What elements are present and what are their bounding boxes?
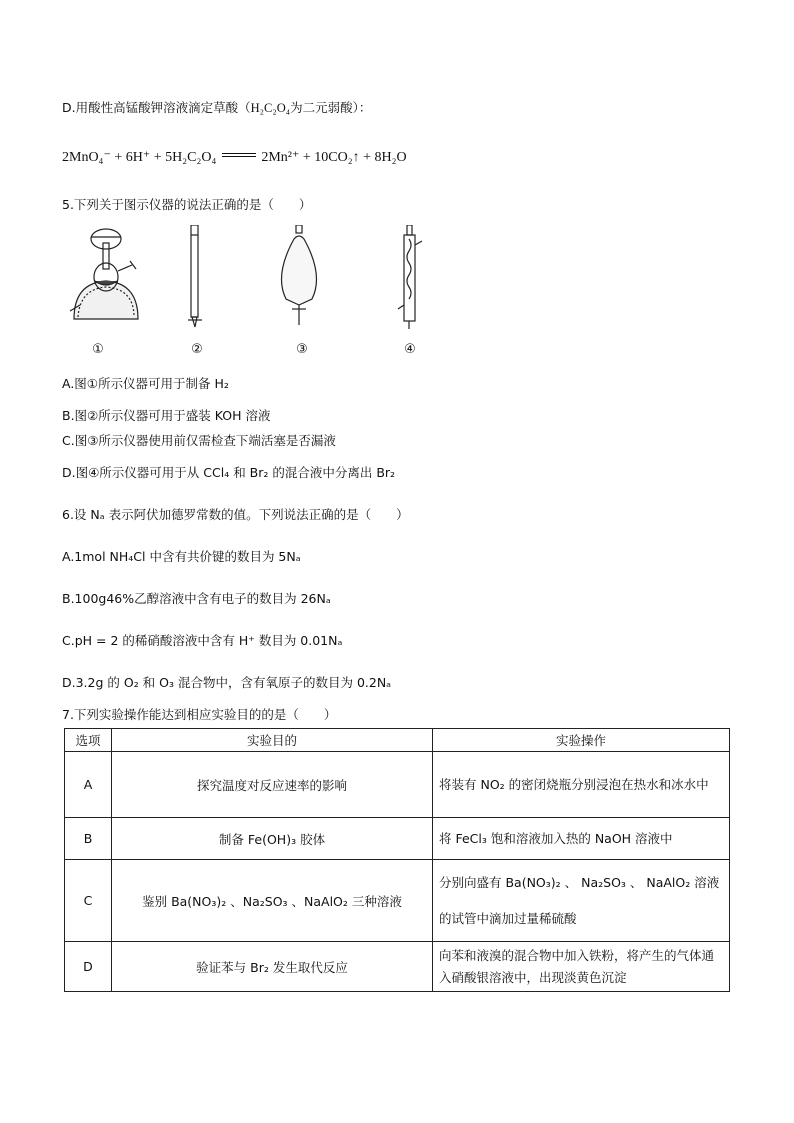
row-goal: 制备 Fe(OH)₃ 胶体 xyxy=(112,818,433,860)
q5-option-d: D.图④所示仪器可用于从 CCl₄ 和 Br₂ 的混合液中分离出 Br₂ xyxy=(62,465,396,480)
burette-icon xyxy=(188,225,202,327)
equals-sign-icon xyxy=(222,153,256,157)
figure-label-2: ② xyxy=(191,342,203,357)
q5-option-b: B.图②所示仪器可用于盛装 KOH 溶液 xyxy=(62,408,271,423)
q5-option-a: A.图①所示仪器可用于制备 H₂ xyxy=(62,376,229,391)
separatory-funnel-icon xyxy=(282,225,317,325)
q6-stem: 6.设 Nₐ 表示阿伏加德罗常数的值。下列说法正确的是（ ） xyxy=(62,507,409,522)
row-option: B xyxy=(65,818,112,860)
q4-option-d: D.用酸性高锰酸钾溶液滴定草酸（H₂C₂O₄为二元弱酸）： xyxy=(62,100,372,115)
equation-rhs: 2Mn²⁺ + 10CO₂↑ + 8H₂O xyxy=(261,150,407,165)
q4-equation xyxy=(62,149,407,167)
row-goal: 鉴别 Ba(NO₃)₂ 、Na₂SO₃ 、NaAlO₂ 三种溶液 xyxy=(112,860,433,942)
q5-option-c: C.图③所示仪器使用前仅需检查下端活塞是否漏液 xyxy=(62,433,336,448)
q6-option-b: B.100g46%乙醇溶液中含有电子的数目为 26Nₐ xyxy=(62,591,331,606)
row-option: D xyxy=(65,942,112,992)
kipp-apparatus-icon xyxy=(70,229,138,319)
figure-label-4: ④ xyxy=(404,342,416,357)
row-operation: 将 FeCl₃ 饱和溶液加入热的 NaOH 溶液中 xyxy=(433,818,730,860)
row-operation: 向苯和液溴的混合物中加入铁粉，将产生的气体通入硝酸银溶液中，出现淡黄色沉淀 xyxy=(433,942,730,992)
table-row xyxy=(65,860,730,942)
row-operation: 将装有 NO₂ 的密闭烧瓶分别浸泡在热水和冰水中 xyxy=(433,752,730,818)
table-header-row xyxy=(65,729,730,752)
row-goal: 验证苯与 Br₂ 发生取代反应 xyxy=(112,942,433,992)
q7-stem: 7.下列实验操作能达到相应实验目的的是（ ） xyxy=(62,707,337,722)
header-option: 选项 xyxy=(65,729,112,752)
row-option: A xyxy=(65,752,112,818)
table-row xyxy=(65,818,730,860)
apparatus-figure xyxy=(62,225,442,365)
row-operation: 分别向盛有 Ba(NO₃)₂ 、 Na₂SO₃ 、 NaAlO₂ 溶液的试管中滴加过量稀硫酸 xyxy=(433,860,730,942)
figure-label-3: ③ xyxy=(296,342,308,357)
q7-table xyxy=(64,728,730,992)
q6-option-a: A.1mol NH₄Cl 中含有共价键的数目为 5Nₐ xyxy=(62,549,301,564)
figure-label-1: ① xyxy=(92,342,104,357)
q6-option-d: D.3.2g 的 O₂ 和 O₃ 混合物中，含有氧原子的数目为 0.2Nₐ xyxy=(62,675,392,690)
row-goal: 探究温度对反应速率的影响 xyxy=(112,752,433,818)
row-option: C xyxy=(65,860,112,942)
table-row xyxy=(65,752,730,818)
equation-lhs: 2MnO₄⁻ + 6H⁺ + 5H₂C₂O₄ xyxy=(62,150,217,165)
header-goal: 实验目的 xyxy=(112,729,433,752)
table-row xyxy=(65,942,730,992)
q5-stem: 5.下列关于图示仪器的说法正确的是（ ） xyxy=(62,197,312,212)
condenser-icon xyxy=(398,225,422,329)
q6-option-c: C.pH = 2 的稀硝酸溶液中含有 H⁺ 数目为 0.01Nₐ xyxy=(62,633,343,648)
header-operation: 实验操作 xyxy=(433,729,730,752)
